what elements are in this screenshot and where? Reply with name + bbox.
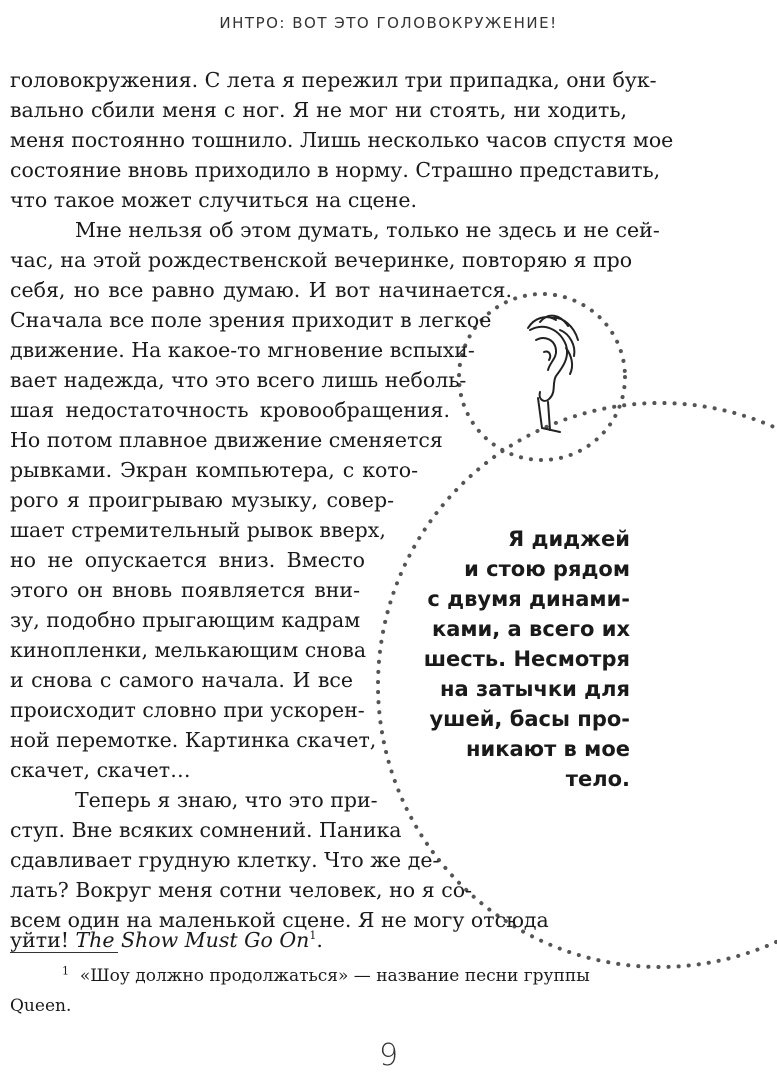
body-line: состояние вновь приходило в норму. Страшно представить, (10, 158, 661, 182)
song-title: The Show Must Go On (75, 928, 310, 952)
callout-line: и стою рядом (464, 557, 630, 581)
body-line: ной перемотке. Картинка скачет, (10, 728, 377, 752)
callout-line: на затычки для (439, 677, 630, 701)
body-line-last (10, 928, 323, 952)
body-line: Сначала все поле зрения приходит в легкое (10, 308, 492, 332)
footnote-mark: 1 (62, 964, 69, 978)
body-line: всем один на маленькой сцене. Я не могу отсюда (10, 908, 549, 932)
body-line: кинопленки, мелькающим снова (10, 638, 367, 662)
body-line: головокружения. С лета я пережил три припадка, они бук- (10, 68, 657, 92)
callout-line: ушей, басы про- (429, 707, 630, 731)
body-line: вает надежда, что это всего лишь неболь- (10, 368, 467, 392)
body-line: Но потом плавное движение сменяется (10, 428, 443, 452)
callout-line: никают в мое (466, 737, 630, 761)
callout-line: Я диджей (508, 527, 630, 551)
body-line: но не опускается вниз. Вместо (10, 548, 365, 572)
body-line: сдавливает грудную клетку. Что же де- (10, 848, 440, 872)
ear-icon (528, 316, 578, 432)
footnote-rule (10, 952, 118, 953)
body-line: движение. На какое-то мгновение вспыхи- (10, 338, 475, 362)
body-line: Теперь я знаю, что это при- (75, 788, 378, 812)
body-line: этого он вновь появляется вни- (10, 578, 360, 602)
body-line: зу, подобно прыгающим кадрам (10, 608, 361, 632)
body-line: шает стремительный рывок вверх, (10, 518, 386, 542)
callout-line: шесть. Несмотря (423, 647, 630, 671)
body-line: что такое может случиться на сцене. (10, 188, 417, 212)
callout-line: тело. (565, 767, 630, 791)
body-line: рывками. Экран компьютера, с кото- (10, 458, 418, 482)
running-header: ИНТРО: ВОТ ЭТО ГОЛОВОКРУЖЕНИЕ! (219, 14, 558, 32)
callout-line: ками, а всего их (431, 617, 630, 641)
body-text: . (316, 928, 323, 952)
page-number: 9 (378, 1038, 399, 1073)
footnote-line (62, 962, 590, 990)
body-line: лать? Вокруг меня сотни человек, но я со- (10, 878, 472, 902)
body-line: Мне нельзя об этом думать, только не здесь и не сей- (75, 218, 660, 242)
body-line: меня постоянно тошнило. Лишь несколько часов спустя мое (10, 128, 674, 152)
body-line: скачет, скачет… (10, 758, 191, 782)
footnote-line: Queen. (10, 996, 72, 1016)
body-line: рого я проигрываю музыку, совер- (10, 488, 394, 512)
body-text: уйти! (10, 928, 76, 952)
body-line: вально сбили меня с ног. Я не мог ни стоять, ни ходить, (10, 98, 627, 122)
callout-line: с двумя динами- (427, 587, 630, 611)
footnote-reference: 1 (309, 929, 317, 943)
footnote-text: «Шоу должно продолжаться» — название песни группы (79, 966, 590, 986)
body-line: шая недостаточность кровообращения. (10, 398, 450, 422)
body-line: час, на этой рождественской вечеринке, повторяю я про (10, 248, 633, 272)
body-line: ступ. Вне всяких сомнений. Паника (10, 818, 402, 842)
body-line: происходит словно при ускорен- (10, 698, 365, 722)
body-line: себя, но все равно думаю. И вот начинается. (10, 278, 512, 302)
body-line: и снова с самого начала. И все (10, 668, 353, 692)
